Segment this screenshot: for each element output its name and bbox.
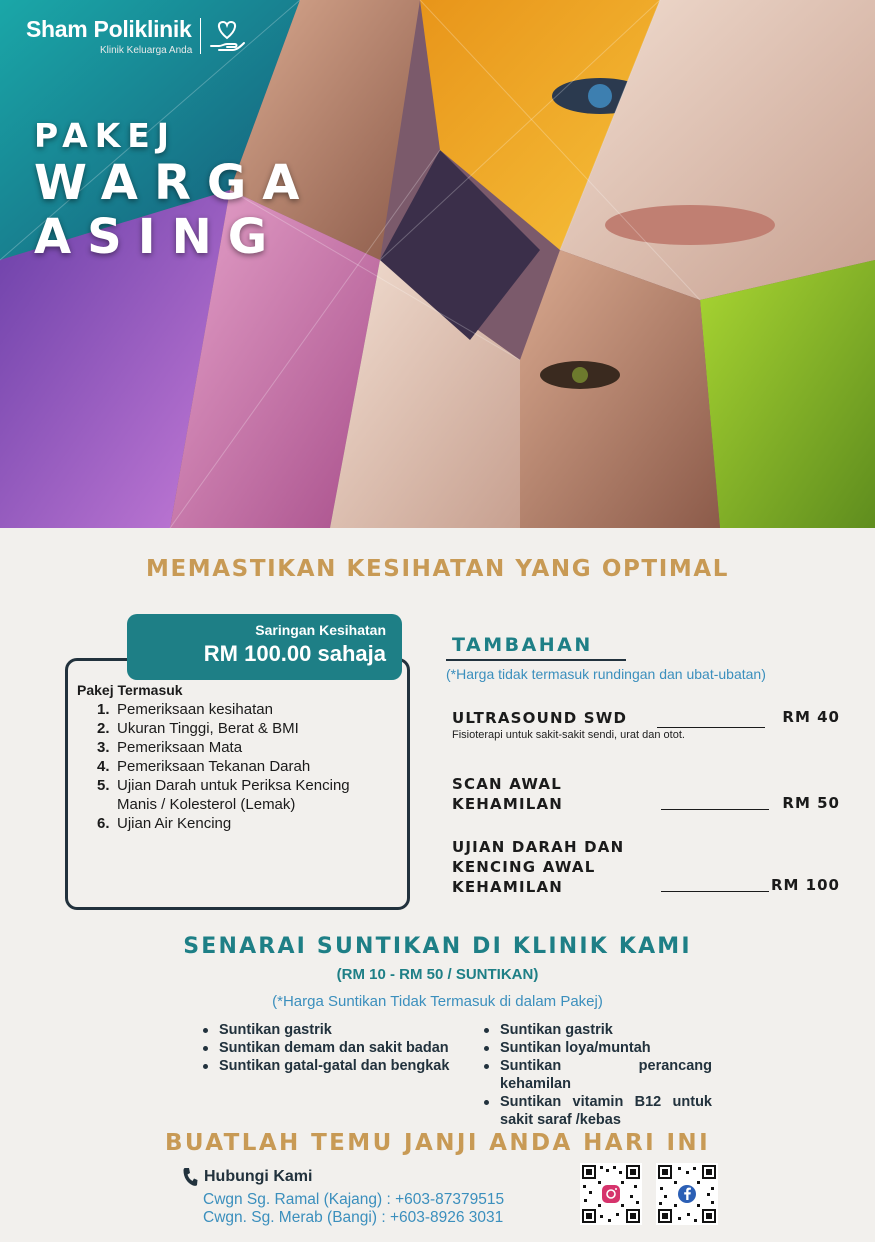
injections-list-left	[199, 1021, 474, 1075]
brand-divider	[200, 18, 201, 54]
list-item: Suntikan perancang kehamilan	[480, 1057, 712, 1093]
hero-banner	[0, 0, 875, 528]
phone-icon	[182, 1167, 198, 1187]
list-item	[97, 700, 377, 719]
list-item: Suntikan demam dan sakit badan	[199, 1039, 474, 1057]
brand-logo-block	[26, 16, 247, 56]
instagram-qr-code[interactable]	[580, 1163, 642, 1225]
list-item: Suntikan gastrik	[199, 1021, 474, 1039]
service-blood-rule	[661, 891, 769, 892]
list-item-number: 5.	[97, 777, 110, 794]
list-item-number: 4.	[97, 758, 110, 775]
service-scan-name	[452, 774, 563, 814]
hero-title-line1: PAKEJ	[34, 116, 177, 155]
service-scan-name-line2: KEHAMILAN	[452, 795, 564, 813]
tambahan-title: TAMBAHAN	[452, 634, 593, 656]
price-tag-value: RM 100.00 sahaja	[203, 641, 386, 666]
main-headline: MEMASTIKAN KESIHATAN YANG OPTIMAL	[145, 556, 730, 582]
tambahan-note: (*Harga tidak termasuk rundingan dan ubat-ubatan)	[446, 666, 766, 682]
service-ultrasound-name: ULTRASOUND SWD	[452, 709, 628, 727]
service-ultrasound-rule	[657, 727, 765, 728]
list-item-text: Pemeriksaan kesihatan	[117, 701, 273, 718]
injections-note: (*Harga Suntikan Tidak Termasuk di dalam Pakej)	[272, 993, 603, 1010]
list-item-text: Pemeriksaan Mata	[117, 739, 243, 756]
tambahan-underline	[446, 659, 626, 661]
service-blood-name-line1: UJIAN DARAH DAN	[452, 838, 625, 856]
service-ultrasound-price: RM 40	[782, 708, 840, 726]
list-item-number: 3.	[97, 739, 110, 756]
list-item-number: 2.	[97, 720, 110, 737]
contact-phone-bangi[interactable]: Cwgn. Sg. Merab (Bangi) : +603-8926 3031	[203, 1209, 504, 1226]
service-scan-rule	[661, 809, 769, 810]
service-blood-name-line2: KENCING AWAL	[452, 858, 596, 876]
list-item	[97, 814, 377, 833]
injections-title: SENARAI SUNTIKAN DI KLINIK KAMI	[183, 934, 692, 959]
injections-list-right	[480, 1021, 712, 1129]
list-item: Suntikan gatal-gatal dan bengkak	[199, 1057, 474, 1075]
heart-hand-logo-icon	[207, 16, 247, 56]
contact-heading	[182, 1167, 312, 1187]
hero-title	[34, 118, 315, 264]
hero-title-line3: ASING	[34, 209, 284, 265]
list-item	[97, 738, 377, 757]
injections-price-range: (RM 10 - RM 50 / SUNTIKAN)	[336, 966, 539, 983]
list-item-text: Ujian Darah untuk Periksa Kencing Manis / Kolesterol (Lemak)	[117, 777, 350, 813]
appointment-cta: BUATLAH TEMU JANJI ANDA HARI INI	[164, 1130, 711, 1156]
contact-phone-kajang[interactable]: Cwgn Sg. Ramal (Kajang) : +603-87379515	[203, 1191, 505, 1208]
qr-pattern	[580, 1163, 642, 1225]
list-item: Suntikan gastrik	[480, 1021, 712, 1039]
brand-name: Sham Poliklinik	[26, 16, 192, 42]
package-heading: Pakej Termasuk	[77, 682, 183, 698]
list-item	[97, 776, 377, 814]
hero-title-line2: WARGA	[34, 155, 316, 211]
contact-heading-text: Hubungi Kami	[204, 1168, 313, 1185]
package-list	[97, 700, 377, 833]
list-item	[97, 719, 377, 738]
price-tag-label: Saringan Kesihatan	[255, 622, 386, 638]
brand-tagline: Klinik Keluarga Anda	[100, 45, 193, 56]
list-item-text: Pemeriksaan Tekanan Darah	[117, 758, 311, 775]
list-item-text: Ujian Air Kencing	[117, 815, 232, 832]
list-item-number: 1.	[97, 701, 110, 718]
qr-pattern	[656, 1163, 718, 1225]
service-blood-price: RM 100	[770, 876, 840, 894]
service-scan-name-line1: SCAN AWAL	[452, 775, 562, 793]
service-ultrasound-desc: Fisioterapi untuk sakit-sakit sendi, urat dan otot.	[452, 729, 685, 741]
service-blood-name-line3: KEHAMILAN	[452, 878, 564, 896]
list-item: Suntikan vitamin B12 untuk sakit saraf /kebas	[480, 1093, 712, 1129]
list-item: Suntikan loya/muntah	[480, 1039, 712, 1057]
facebook-qr-code[interactable]	[656, 1163, 718, 1225]
service-blood-name	[452, 837, 624, 897]
list-item-text: Ukuran Tinggi, Berat & BMI	[117, 720, 299, 737]
list-item	[97, 757, 377, 776]
list-item-number: 6.	[97, 815, 110, 832]
service-scan-price: RM 50	[782, 794, 840, 812]
price-tag	[127, 614, 402, 680]
